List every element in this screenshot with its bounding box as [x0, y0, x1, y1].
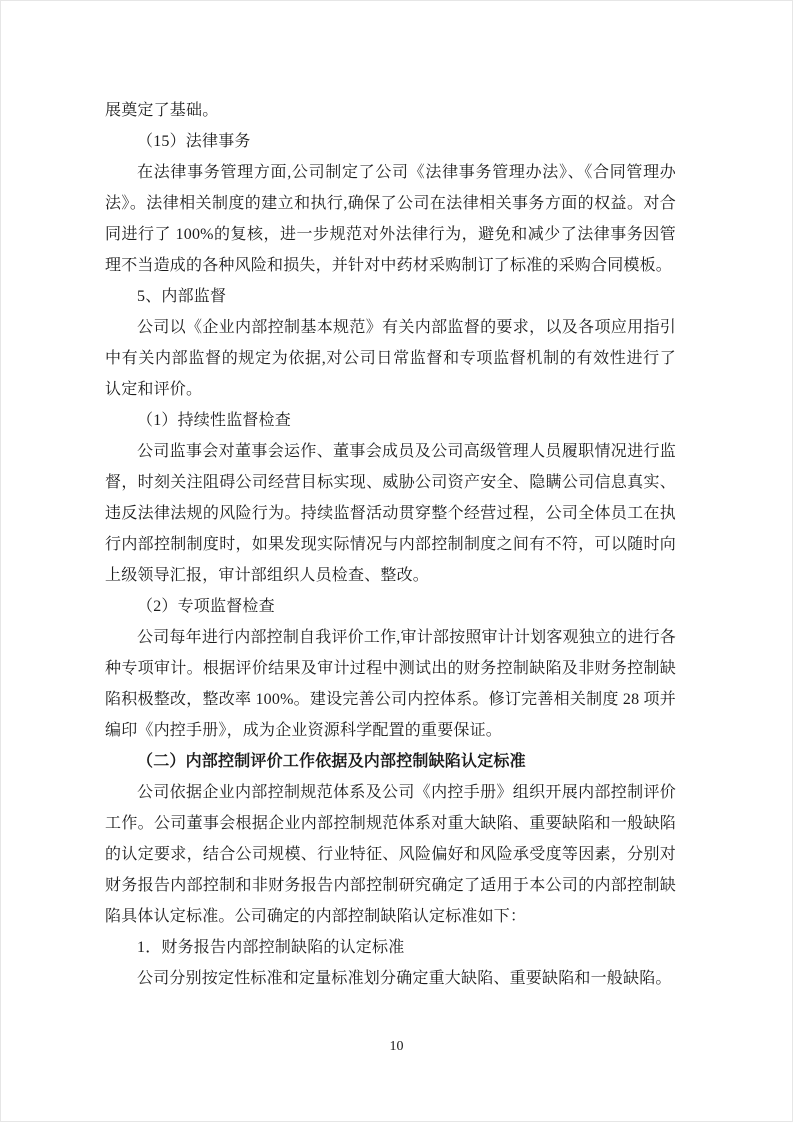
paragraph-evaluation-basis: 公司依据企业内部控制规范体系及公司《内控手册》组织开展内部控制评价工作。公司董事会根据企业内部控制规范体系对重大缺陷、重要缺陷和一般缺陷的认定要求，结合公司规模、行业特征、风险偏好和风险承受度等因素，分别对财务报告内部控制和非财务报告内部控制研究确定了适用于本公司的内部控制缺陷具体认定标准。公司确定的内部控制缺陷认定标准如下： [105, 784, 676, 925]
heading-2-special-supervision-check: （2）专项监督检查 [137, 598, 275, 615]
heading-1-financial-report-defect-criteria: 1．财务报告内部控制缺陷的认定标准 [137, 939, 405, 956]
paragraph-legal-affairs: 在法律事务管理方面,公司制定了公司《法律事务管理办法》、《合同管理办法》。法律相关制度的建立和执行,确保了公司在法律相关事务方面的权益。对合同进行了 100%的复核，进一步规范对外法律行为，避免和减少了法律事务因管理不当造成的各种风险和损失，并针对中药材采购制订了标准的采购合同模板。 [105, 164, 676, 274]
paragraph-continuation: 展奠定了基础。 [105, 102, 219, 119]
paragraph-special-supervision-check: 公司每年进行内部控制自我评价工作,审计部按照审计计划客观独立的进行各种专项审计。根据评价结果及审计过程中测试出的财务控制缺陷及非财务控制缺陷积极整改，整改率 100%。建设完善公司内控体系。修订完善相关制度 28 项并编印《内控手册》，成为企业资源科学配置的重要保证。 [105, 629, 676, 739]
heading-5-internal-supervision: 5、内部监督 [137, 288, 227, 305]
heading-section-2-evaluation-basis-and-defect-criteria: （二）内部控制评价工作依据及内部控制缺陷认定标准 [137, 753, 526, 770]
document-body [105, 95, 676, 994]
heading-1-continuous-supervision-check: （1）持续性监督检查 [137, 412, 292, 429]
paragraph-continuous-supervision-check: 公司监事会对董事会运作、董事会成员及公司高级管理人员履职情况进行监督，时刻关注阻碍公司经营目标实现、威胁公司资产安全、隐瞒公司信息真实、违反法律法规的风险行为。持续监督活动贯穿整个经营过程，公司全体员工在执行内部控制制度时，如果发现实际情况与内部控制制度之间有不符，可以随时向上级领导汇报，审计部组织人员检查、整改。 [105, 443, 676, 584]
page-number: 10 [389, 1039, 404, 1054]
paragraph-financial-report-defect-criteria: 公司分别按定性标准和定量标准划分确定重大缺陷、重要缺陷和一般缺陷。 [137, 970, 672, 987]
heading-item-15-legal-affairs: （15）法律事务 [137, 133, 251, 150]
paragraph-internal-supervision: 公司以《企业内部控制基本规范》有关内部监督的要求，以及各项应用指引中有关内部监督的规定为依据,对公司日常监督和专项监督机制的有效性进行了认定和评价。 [105, 319, 676, 398]
